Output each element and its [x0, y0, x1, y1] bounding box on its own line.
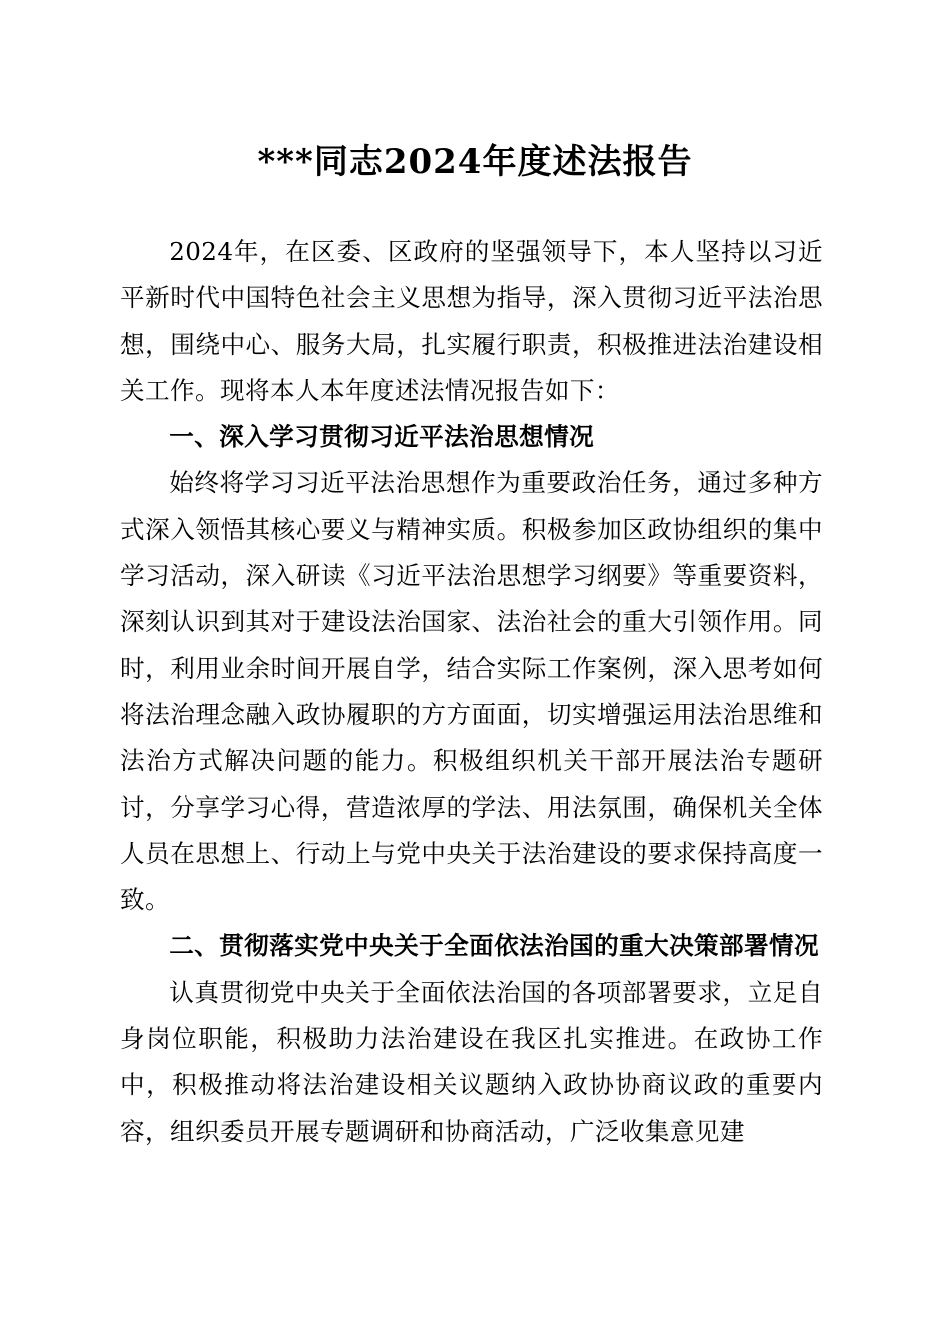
section-heading-2: 二、贯彻落实党中央关于全面依法治国的重大决策部署情况: [169, 931, 820, 961]
page-title: ***同志2024年度述法报告: [257, 142, 693, 182]
section-paragraph-2: 认真贯彻党中央关于全面依法治国的各项部署要求，立足自身岗位职能，积极助力法治建设在我区扎实推进。在政协工作中，积极推动将法治建设相关议题纳入政协协商议政的重要内容，组织委员开展专题调研和协商活动，广泛收集意见建: [120, 977, 823, 1146]
document-body: [120, 229, 823, 1155]
section-paragraph-1: 始终将学习习近平法治思想作为重要政治任务，通过多种方式深入领悟其核心要义与精神实质。积极参加区政协组织的集中学习活动，深入研读《习近平法治思想学习纲要》等重要资料，深刻认识到其对于建设法治国家、法治社会的重大引领作用。同时，利用业余时间开展自学，结合实际工作案例，深入思考如何将法治理念融入政协履职的方方面面，切实增强运用法治思维和法治方式解决问题的能力。积极组织机关干部开展法治专题研讨，分享学习心得，营造浓厚的学法、用法氛围，确保机关全体人员在思想上、行动上与党中央关于法治建设的要求保持高度一致。: [120, 468, 823, 915]
intro-paragraph: 2024年，在区委、区政府的坚强领导下，本人坚持以习近平新时代中国特色社会主义思想为指导，深入贯彻习近平法治思想，围绕中心、服务大局，扎实履行职责，积极推进法治建设相关工作。现将本人本年度述法情况报告如下：: [120, 237, 823, 405]
section-heading-1: 一、深入学习贯彻习近平法治思想情况: [169, 422, 595, 452]
